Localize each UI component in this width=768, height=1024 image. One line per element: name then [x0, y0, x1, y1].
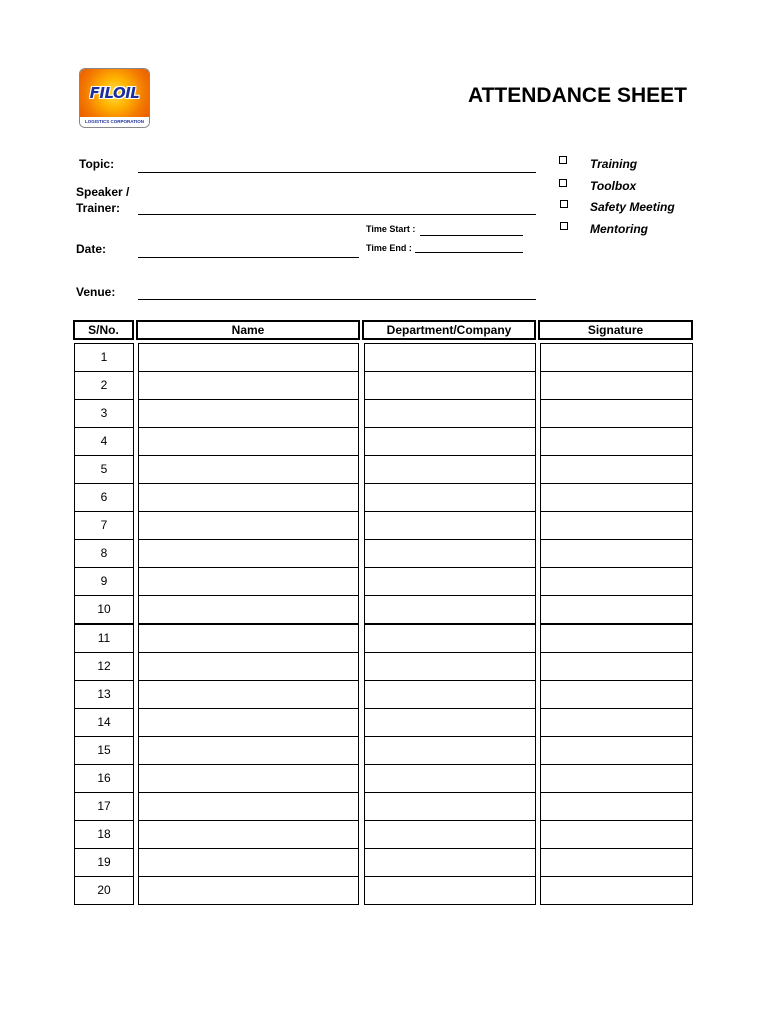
time-end-label: Time End : — [366, 243, 412, 253]
sno-cell: 9 — [74, 567, 134, 596]
sno-cell: 4 — [74, 427, 134, 456]
name-cell[interactable] — [138, 792, 359, 821]
time-end-line[interactable] — [415, 252, 523, 253]
signature-cell[interactable] — [540, 876, 693, 905]
name-cell[interactable] — [138, 876, 359, 905]
department-cell[interactable] — [364, 567, 536, 596]
signature-cell[interactable] — [540, 539, 693, 568]
venue-line[interactable] — [138, 299, 536, 300]
trainer-label: Trainer: — [76, 201, 121, 215]
topic-line[interactable] — [138, 172, 536, 173]
name-cell[interactable] — [138, 764, 359, 793]
filoil-logo — [79, 68, 150, 128]
signature-cell[interactable] — [540, 820, 693, 849]
name-cell[interactable] — [138, 483, 359, 512]
page-title: ATTENDANCE SHEET — [468, 84, 687, 107]
topic-label: Topic: — [79, 157, 115, 171]
mentoring-checkbox[interactable] — [560, 222, 568, 230]
safety-meeting-option-label: Safety Meeting — [590, 200, 675, 214]
department-cell[interactable] — [364, 708, 536, 737]
sno-cell: 18 — [74, 820, 134, 849]
name-cell[interactable] — [138, 343, 359, 372]
sno-cell: 7 — [74, 511, 134, 540]
sno-cell: 5 — [74, 455, 134, 484]
sno-cell: 13 — [74, 680, 134, 709]
signature-cell[interactable] — [540, 567, 693, 596]
sno-cell: 14 — [74, 708, 134, 737]
signature-cell[interactable] — [540, 624, 693, 653]
name-cell[interactable] — [138, 820, 359, 849]
sno-cell: 8 — [74, 539, 134, 568]
signature-cell[interactable] — [540, 455, 693, 484]
department-cell[interactable] — [364, 399, 536, 428]
mentoring-option-label: Mentoring — [590, 222, 648, 236]
date-label: Date: — [76, 242, 107, 256]
department-cell[interactable] — [364, 595, 536, 624]
signature-cell[interactable] — [540, 792, 693, 821]
signature-cell[interactable] — [540, 483, 693, 512]
safety-meeting-checkbox[interactable] — [560, 200, 568, 208]
signature-cell[interactable] — [540, 848, 693, 877]
venue-label: Venue: — [76, 285, 116, 299]
signature-cell[interactable] — [540, 427, 693, 456]
department-cell[interactable] — [364, 792, 536, 821]
signature-cell[interactable] — [540, 680, 693, 709]
training-checkbox[interactable] — [559, 156, 567, 164]
name-cell[interactable] — [138, 848, 359, 877]
signature-cell[interactable] — [540, 343, 693, 372]
department-cell[interactable] — [364, 371, 536, 400]
department-cell[interactable] — [364, 511, 536, 540]
department-cell[interactable] — [364, 624, 536, 653]
name-cell[interactable] — [138, 511, 359, 540]
sno-cell: 11 — [74, 624, 134, 653]
name-cell[interactable] — [138, 371, 359, 400]
department-cell[interactable] — [364, 764, 536, 793]
header-name: Name — [136, 320, 360, 340]
signature-cell[interactable] — [540, 764, 693, 793]
department-cell[interactable] — [364, 820, 536, 849]
department-cell[interactable] — [364, 455, 536, 484]
signature-cell[interactable] — [540, 399, 693, 428]
name-cell[interactable] — [138, 652, 359, 681]
sno-cell: 19 — [74, 848, 134, 877]
name-cell[interactable] — [138, 708, 359, 737]
time-start-line[interactable] — [420, 235, 523, 236]
name-cell[interactable] — [138, 427, 359, 456]
date-line[interactable] — [138, 257, 359, 258]
speaker-label: Speaker / — [76, 185, 130, 199]
toolbox-option-label: Toolbox — [590, 179, 637, 193]
sno-cell: 6 — [74, 483, 134, 512]
department-cell[interactable] — [364, 876, 536, 905]
signature-cell[interactable] — [540, 736, 693, 765]
logo-tagline: LOGISTICS CORPORATION — [80, 117, 149, 127]
sno-cell: 16 — [74, 764, 134, 793]
sno-cell: 10 — [74, 595, 134, 624]
department-cell[interactable] — [364, 848, 536, 877]
header-sno: S/No. — [73, 320, 134, 340]
sno-cell: 15 — [74, 736, 134, 765]
logo-brand-text: FILOIL — [89, 84, 140, 102]
name-cell[interactable] — [138, 680, 359, 709]
signature-cell[interactable] — [540, 511, 693, 540]
name-cell[interactable] — [138, 539, 359, 568]
header-signature: Signature — [538, 320, 693, 340]
training-option-label: Training — [590, 157, 638, 171]
name-cell[interactable] — [138, 736, 359, 765]
name-cell[interactable] — [138, 595, 359, 624]
name-cell[interactable] — [138, 567, 359, 596]
department-cell[interactable] — [364, 736, 536, 765]
signature-cell[interactable] — [540, 371, 693, 400]
department-cell[interactable] — [364, 483, 536, 512]
signature-cell[interactable] — [540, 708, 693, 737]
sno-cell: 3 — [74, 399, 134, 428]
department-cell[interactable] — [364, 427, 536, 456]
time-start-label: Time Start : — [366, 224, 416, 234]
signature-cell[interactable] — [540, 595, 693, 624]
sno-cell: 1 — [74, 343, 134, 372]
sno-cell: 2 — [74, 371, 134, 400]
department-cell[interactable] — [364, 652, 536, 681]
department-cell[interactable] — [364, 539, 536, 568]
sno-cell: 20 — [74, 876, 134, 905]
signature-cell[interactable] — [540, 652, 693, 681]
sno-cell: 12 — [74, 652, 134, 681]
name-cell[interactable] — [138, 399, 359, 428]
name-cell[interactable] — [138, 455, 359, 484]
name-cell[interactable] — [138, 624, 359, 653]
department-cell[interactable] — [364, 680, 536, 709]
header-department-company: Department/Company — [362, 320, 536, 340]
department-cell[interactable] — [364, 343, 536, 372]
speaker-trainer-line[interactable] — [138, 214, 536, 215]
toolbox-checkbox[interactable] — [559, 179, 567, 187]
sno-cell: 17 — [74, 792, 134, 821]
